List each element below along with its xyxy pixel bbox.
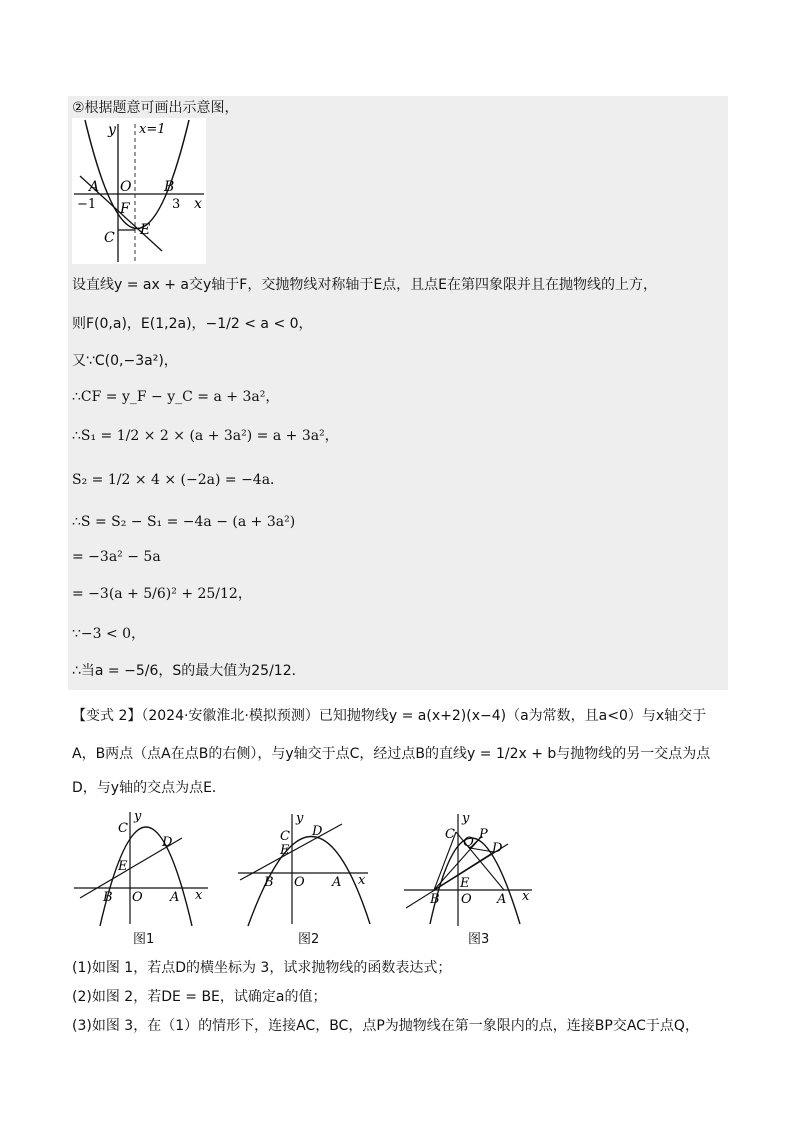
fig1-label-x: x bbox=[195, 888, 203, 903]
fig3-label-x: x bbox=[522, 889, 530, 904]
solution-line-11: ∴当a = −5/6，S的最大值为25/12． bbox=[72, 663, 306, 679]
sketch-label-F: F bbox=[120, 201, 130, 217]
solution-line-5: ∴S₁ = 1/2 × 2 × (a + 3a²) = a + 3a²， bbox=[72, 428, 339, 444]
fig2-label-E: E bbox=[280, 843, 290, 858]
solution-line-10: ∵−3 < 0， bbox=[72, 626, 146, 642]
fig1-label-O: O bbox=[132, 890, 143, 905]
fig3-label-B: B bbox=[430, 892, 440, 907]
fig2-label-A: A bbox=[332, 875, 342, 890]
fig2-label-O: O bbox=[294, 875, 305, 890]
fig1-label-C: C bbox=[118, 821, 128, 836]
solution-sketch bbox=[72, 118, 206, 264]
question-1: (1)如图 1，若点D的横坐标为 3，试求抛物线的函数表达式； bbox=[72, 960, 452, 976]
problem-line-1: 【变式 2】（2024·安徽淮北·模拟预测）已知抛物线y = a(x+2)(x−4)（a为常数，且a<0）与x轴交于 bbox=[72, 708, 707, 724]
fig3-label-P: P bbox=[479, 827, 488, 842]
fig3-label-C: C bbox=[445, 827, 455, 842]
sketch-label-B: B bbox=[164, 179, 175, 195]
sketch-label-A: A bbox=[89, 179, 100, 195]
solution-line-9: = −3(a + 5/6)² + 25/12， bbox=[72, 586, 252, 602]
figure-3 bbox=[400, 808, 540, 928]
sketch-label-O: O bbox=[120, 179, 132, 195]
figure-1 bbox=[72, 808, 212, 928]
fig3-label-A: A bbox=[497, 892, 507, 907]
fig2-label-x: x bbox=[358, 873, 366, 888]
solution-line-7: ∴S = S₂ − S₁ = −4a − (a + 3a²) bbox=[72, 514, 296, 530]
question-2: (2)如图 2，若DE = BE，试确定a的值； bbox=[72, 989, 327, 1005]
fig1-label-y: y bbox=[134, 809, 142, 824]
figure-2-caption: 图2 bbox=[298, 932, 320, 947]
fig1-label-E: E bbox=[118, 859, 128, 874]
fig3-label-Q: Q bbox=[463, 835, 474, 850]
sketch-label-y: y bbox=[108, 122, 116, 138]
fig3-label-y: y bbox=[462, 811, 470, 826]
sketch-label-E: E bbox=[140, 222, 151, 238]
fig2-label-y: y bbox=[296, 811, 304, 826]
fig3-label-E: E bbox=[460, 876, 470, 891]
sketch-label-3: 3 bbox=[172, 197, 181, 212]
problem-line-2: A，B两点（点A在点B的右侧），与y轴交于点C，经过点B的直线y = 1/2x + b与抛物线的另一交点为点 bbox=[72, 746, 711, 762]
solution-line-6: S₂ = 1/2 × 4 × (−2a) = −4a． bbox=[72, 472, 285, 488]
solution-line-3: 又∵C(0,−3a²)， bbox=[72, 353, 178, 369]
solution-line-8: = −3a² − 5a bbox=[72, 549, 161, 565]
figure-2 bbox=[234, 808, 374, 928]
figure-3-caption: 图3 bbox=[468, 932, 490, 947]
fig3-label-O: O bbox=[461, 892, 472, 907]
sketch-label-C: C bbox=[104, 230, 115, 246]
fig2-label-C: C bbox=[280, 829, 290, 844]
fig3-label-D: D bbox=[492, 841, 503, 856]
sketch-label-axis: x=1 bbox=[139, 122, 166, 137]
solution-intro: ②根据题意可画出示意图， bbox=[72, 100, 239, 116]
fig2-label-D: D bbox=[312, 824, 323, 839]
fig1-label-A: A bbox=[170, 890, 180, 905]
fig1-label-B: B bbox=[103, 890, 113, 905]
question-3: (3)如图 3，在（1）的情形下，连接AC，BC，点P为抛物线在第一象限内的点，连接BP交AC于点Q， bbox=[72, 1018, 699, 1034]
figure-1-caption: 图1 bbox=[133, 932, 155, 947]
solution-line-2: 则F(0,a)，E(1,2a)，−1/2 < a < 0， bbox=[72, 316, 313, 332]
solution-line-4: ∴CF = y_F − y_C = a + 3a²， bbox=[72, 389, 280, 405]
solution-line-1: 设直线y = ax + a交y轴于F，交抛物线对称轴于E点，且点E在第四象限并且在抛物线的上方， bbox=[72, 277, 658, 293]
sketch-label-neg1: −1 bbox=[77, 197, 97, 212]
problem-line-3: D，与y轴的交点为点E． bbox=[72, 780, 226, 796]
fig2-label-B: B bbox=[264, 875, 274, 890]
sketch-label-x: x bbox=[194, 196, 202, 212]
fig1-label-D: D bbox=[162, 835, 173, 850]
